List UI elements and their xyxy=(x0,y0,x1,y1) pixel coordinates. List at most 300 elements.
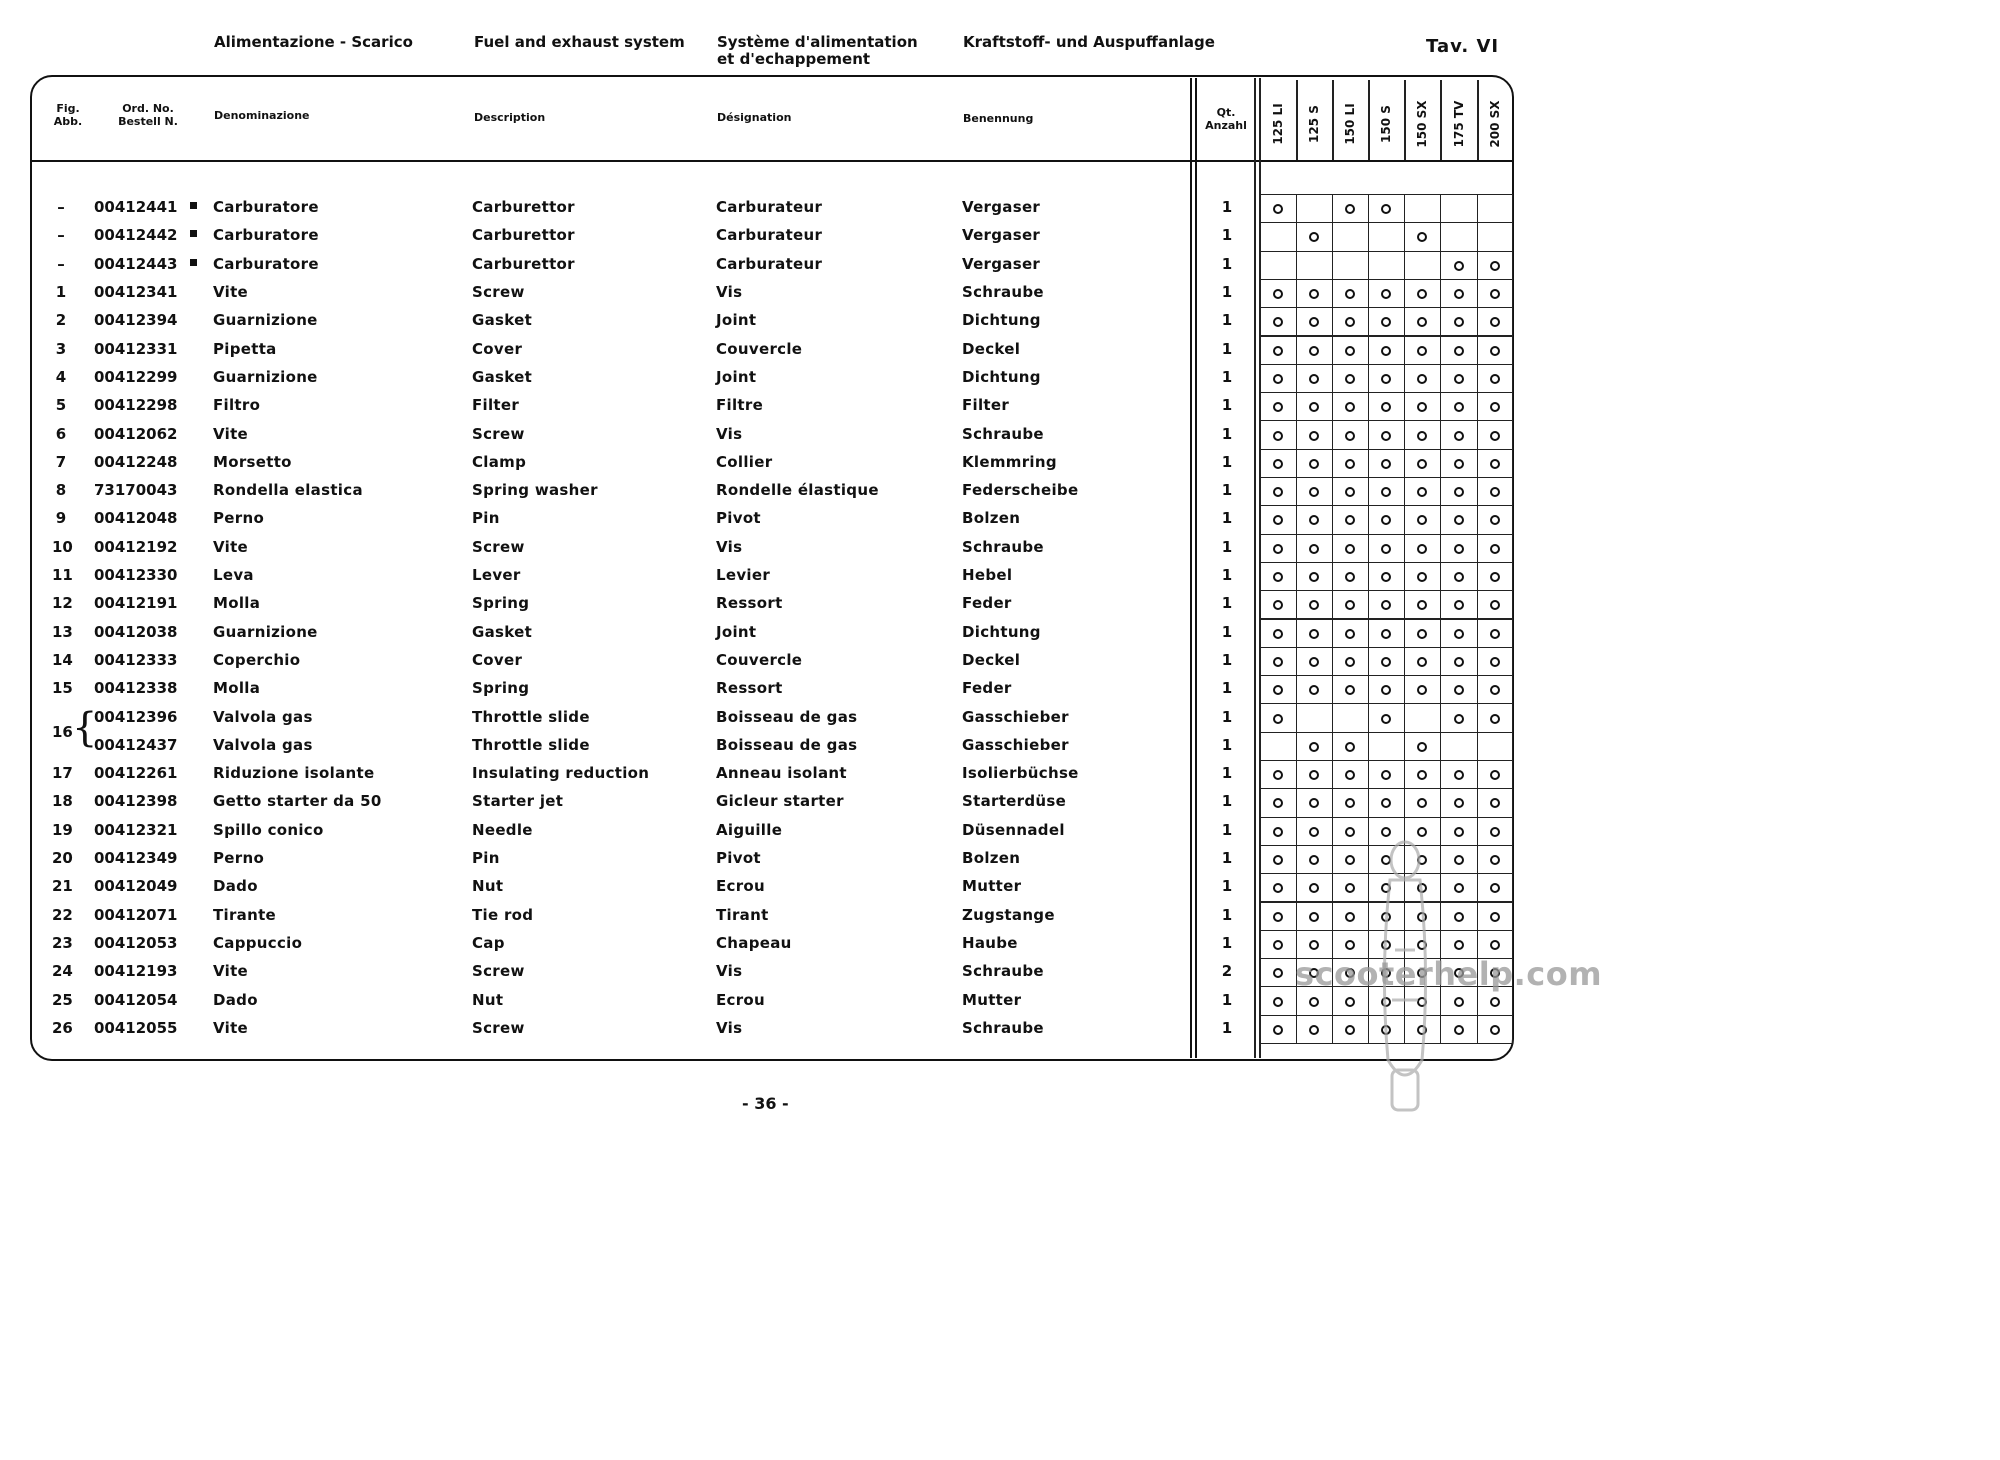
name-english: Cover xyxy=(472,650,523,669)
fitment-mark xyxy=(1273,657,1283,667)
quantity: 1 xyxy=(1221,283,1233,302)
fitment-mark xyxy=(1273,629,1283,639)
model-header-divider xyxy=(1332,80,1334,160)
name-french: Couvercle xyxy=(716,339,803,358)
fig-number: 4 xyxy=(55,367,67,386)
fitment-mark xyxy=(1417,657,1427,667)
fitment-mark xyxy=(1381,346,1391,356)
name-french: Rondelle élastique xyxy=(716,481,879,500)
new-part-marker xyxy=(190,202,197,209)
fitment-mark xyxy=(1490,544,1500,554)
fitment-mark xyxy=(1273,346,1283,356)
fitment-mark xyxy=(1417,374,1427,384)
fitment-mark xyxy=(1273,1025,1283,1035)
name-french: Boisseau de gas xyxy=(716,707,858,726)
name-english: Needle xyxy=(472,820,533,839)
fig-number: 16 xyxy=(52,722,73,741)
qty-divider-2 xyxy=(1195,78,1197,1058)
fig-number: 26 xyxy=(52,1018,73,1037)
name-english: Screw xyxy=(472,1018,525,1037)
model-header: 150 SX xyxy=(1415,100,1429,148)
name-italian: Guarnizione xyxy=(213,367,318,386)
name-french: Filtre xyxy=(716,396,764,415)
name-italian: Pipetta xyxy=(213,339,277,358)
quantity: 2 xyxy=(1221,962,1233,981)
fitment-cell xyxy=(1296,251,1333,280)
fitment-cell xyxy=(1477,194,1513,223)
name-french: Carburateur xyxy=(716,198,823,217)
quantity: 1 xyxy=(1221,707,1233,726)
fitment-cell xyxy=(1368,251,1405,280)
name-french: Boisseau de gas xyxy=(716,735,858,754)
quantity: 1 xyxy=(1221,226,1233,245)
name-english: Lever xyxy=(472,566,521,585)
fitment-mark xyxy=(1490,402,1500,412)
order-number: 00412048 xyxy=(94,509,178,528)
fitment-mark xyxy=(1490,827,1500,837)
order-number: 00412193 xyxy=(94,962,178,981)
name-italian: Vite xyxy=(213,962,249,981)
fitment-mark xyxy=(1345,940,1355,950)
name-english: Nut xyxy=(472,990,504,1009)
name-german: Schraube xyxy=(962,537,1044,556)
name-german: Gasschieber xyxy=(962,707,1069,726)
fitment-mark xyxy=(1454,431,1464,441)
name-german: Feder xyxy=(962,594,1012,613)
name-english: Pin xyxy=(472,509,500,528)
order-number: 00412398 xyxy=(94,792,178,811)
quantity: 1 xyxy=(1221,905,1233,924)
fitment-mark xyxy=(1454,515,1464,525)
quantity: 1 xyxy=(1221,509,1233,528)
fitment-mark xyxy=(1454,317,1464,327)
brace-symbol: { xyxy=(72,705,98,752)
name-french: Vis xyxy=(716,962,743,981)
title-french: Système d'alimentation et d'echappement xyxy=(717,33,918,68)
watermark-text: scooterhelp.com xyxy=(1295,955,1603,993)
fitment-mark xyxy=(1309,431,1319,441)
fitment-mark xyxy=(1345,912,1355,922)
fitment-cell xyxy=(1477,222,1513,251)
quantity: 1 xyxy=(1221,735,1233,754)
fitment-mark xyxy=(1417,629,1427,639)
order-number: 00412331 xyxy=(94,339,178,358)
fitment-mark xyxy=(1454,940,1464,950)
quantity: 1 xyxy=(1221,679,1233,698)
name-italian: Molla xyxy=(213,679,261,698)
name-german: Dichtung xyxy=(962,367,1041,386)
fitment-mark xyxy=(1309,346,1319,356)
name-german: Deckel xyxy=(962,650,1021,669)
quantity: 1 xyxy=(1221,537,1233,556)
fitment-cell xyxy=(1404,194,1441,223)
fitment-mark xyxy=(1490,714,1500,724)
fitment-mark xyxy=(1273,289,1283,299)
fig-number: 5 xyxy=(55,396,67,415)
fig-number: 20 xyxy=(52,849,73,868)
fitment-mark xyxy=(1454,629,1464,639)
fitment-mark xyxy=(1490,459,1500,469)
fitment-mark xyxy=(1417,289,1427,299)
fitment-mark xyxy=(1490,487,1500,497)
name-english: Filter xyxy=(472,396,520,415)
fig-number: 10 xyxy=(52,537,73,556)
fig-number: 8 xyxy=(55,481,67,500)
fitment-mark xyxy=(1454,657,1464,667)
name-german: Mutter xyxy=(962,877,1022,896)
model-header-divider xyxy=(1296,80,1298,160)
name-italian: Dado xyxy=(213,990,258,1009)
name-english: Carburettor xyxy=(472,198,575,217)
name-english: Gasket xyxy=(472,311,533,330)
fitment-cell xyxy=(1260,251,1297,280)
order-number: 00412333 xyxy=(94,650,178,669)
new-part-marker xyxy=(190,230,197,237)
name-french: Chapeau xyxy=(716,933,792,952)
fitment-mark xyxy=(1309,544,1319,554)
name-italian: Carburatore xyxy=(213,254,319,273)
title-english: Fuel and exhaust system xyxy=(474,33,685,51)
fitment-mark xyxy=(1381,459,1391,469)
model-header: 125 S xyxy=(1307,105,1321,143)
quantity: 1 xyxy=(1221,396,1233,415)
name-english: Screw xyxy=(472,283,525,302)
name-italian: Carburatore xyxy=(213,198,319,217)
fig-number: 18 xyxy=(52,792,73,811)
fitment-mark xyxy=(1345,742,1355,752)
fitment-mark xyxy=(1345,1025,1355,1035)
fitment-mark xyxy=(1381,657,1391,667)
fitment-mark xyxy=(1381,544,1391,554)
name-italian: Carburatore xyxy=(213,226,319,245)
order-number: 00412338 xyxy=(94,679,178,698)
name-english: Cap xyxy=(472,933,505,952)
order-number: 73170043 xyxy=(94,481,178,500)
fitment-mark xyxy=(1454,714,1464,724)
name-french: Carburateur xyxy=(716,226,823,245)
fitment-mark xyxy=(1454,770,1464,780)
name-german: Zugstange xyxy=(962,905,1055,924)
quantity: 1 xyxy=(1221,367,1233,386)
fitment-mark xyxy=(1490,629,1500,639)
name-italian: Vite xyxy=(213,424,249,443)
quantity: 1 xyxy=(1221,594,1233,613)
fitment-mark xyxy=(1454,374,1464,384)
fitment-cell xyxy=(1404,703,1441,732)
fig-number: 13 xyxy=(52,622,73,641)
fitment-cell xyxy=(1440,732,1478,761)
fitment-mark xyxy=(1381,629,1391,639)
fitment-mark xyxy=(1490,261,1500,271)
fitment-mark xyxy=(1454,487,1464,497)
quantity: 1 xyxy=(1221,792,1233,811)
fitment-mark xyxy=(1381,374,1391,384)
name-german: Starterdüse xyxy=(962,792,1067,811)
model-header-divider xyxy=(1477,80,1479,160)
fitment-mark xyxy=(1454,685,1464,695)
fitment-mark xyxy=(1490,572,1500,582)
fitment-mark xyxy=(1273,827,1283,837)
order-number: 00412396 xyxy=(94,707,178,726)
name-german: Hebel xyxy=(962,566,1013,585)
fitment-mark xyxy=(1309,912,1319,922)
name-french: Ecrou xyxy=(716,877,766,896)
fitment-mark xyxy=(1381,714,1391,724)
name-english: Pin xyxy=(472,849,500,868)
fig-number: 15 xyxy=(52,679,73,698)
quantity: 1 xyxy=(1221,933,1233,952)
order-number: 00412349 xyxy=(94,849,178,868)
name-english: Spring xyxy=(472,679,530,698)
fig-number: 17 xyxy=(52,764,73,783)
fitment-cell xyxy=(1296,703,1333,732)
fitment-mark xyxy=(1309,572,1319,582)
name-italian: Dado xyxy=(213,877,258,896)
name-italian: Vite xyxy=(213,537,249,556)
fitment-mark xyxy=(1345,827,1355,837)
fig-number: 19 xyxy=(52,820,73,839)
quantity: 1 xyxy=(1221,452,1233,471)
name-german: Haube xyxy=(962,933,1018,952)
col-fig: Fig. Abb. xyxy=(53,102,83,128)
name-german: Vergaser xyxy=(962,198,1041,217)
fitment-mark xyxy=(1490,346,1500,356)
name-italian: Valvola gas xyxy=(213,707,313,726)
fitment-mark xyxy=(1273,997,1283,1007)
fitment-mark xyxy=(1309,742,1319,752)
quantity: 1 xyxy=(1221,849,1233,868)
name-english: Screw xyxy=(472,424,525,443)
order-number: 00412053 xyxy=(94,933,178,952)
fitment-cell xyxy=(1296,194,1333,223)
name-german: Schraube xyxy=(962,962,1044,981)
name-italian: Guarnizione xyxy=(213,311,318,330)
name-english: Carburettor xyxy=(472,254,575,273)
fitment-mark xyxy=(1454,1025,1464,1035)
model-header: 125 LI xyxy=(1271,103,1285,145)
name-english: Spring xyxy=(472,594,530,613)
fitment-mark xyxy=(1381,572,1391,582)
quantity: 1 xyxy=(1221,566,1233,585)
fig-number: 11 xyxy=(52,566,73,585)
order-number: 00412054 xyxy=(94,990,178,1009)
name-italian: Morsetto xyxy=(213,452,292,471)
name-german: Bolzen xyxy=(962,849,1021,868)
name-german: Mutter xyxy=(962,990,1022,1009)
fitment-cell xyxy=(1260,732,1297,761)
order-number: 00412261 xyxy=(94,764,178,783)
name-english: Throttle slide xyxy=(472,735,590,754)
name-french: Tirant xyxy=(716,905,769,924)
fitment-mark xyxy=(1345,289,1355,299)
fitment-mark xyxy=(1490,515,1500,525)
order-number: 00412192 xyxy=(94,537,178,556)
fitment-mark xyxy=(1417,544,1427,554)
name-english: Tie rod xyxy=(472,905,534,924)
name-french: Collier xyxy=(716,452,773,471)
fitment-mark xyxy=(1490,770,1500,780)
fig-number: 25 xyxy=(52,990,73,1009)
model-header-divider xyxy=(1368,80,1370,160)
fitment-cell xyxy=(1332,222,1369,251)
fitment-mark xyxy=(1490,912,1500,922)
name-italian: Tirante xyxy=(213,905,277,924)
name-french: Ecrou xyxy=(716,990,766,1009)
name-german: Dichtung xyxy=(962,311,1041,330)
fitment-mark xyxy=(1490,600,1500,610)
name-german: Vergaser xyxy=(962,226,1041,245)
fitment-mark xyxy=(1454,261,1464,271)
fitment-mark xyxy=(1490,374,1500,384)
fitment-mark xyxy=(1345,657,1355,667)
name-french: Gicleur starter xyxy=(716,792,844,811)
fitment-mark xyxy=(1490,657,1500,667)
new-part-marker xyxy=(190,259,197,266)
name-english: Clamp xyxy=(472,452,527,471)
fitment-cell xyxy=(1440,194,1478,223)
name-italian: Vite xyxy=(213,283,249,302)
name-german: Deckel xyxy=(962,339,1021,358)
fitment-cell xyxy=(1368,222,1405,251)
fig-number: 9 xyxy=(55,509,67,528)
fig-number: – xyxy=(57,254,65,273)
name-german: Düsennadel xyxy=(962,820,1065,839)
quantity: 1 xyxy=(1221,198,1233,217)
qty-divider-1 xyxy=(1190,78,1192,1058)
fitment-cell xyxy=(1332,703,1369,732)
name-german: Vergaser xyxy=(962,254,1041,273)
quantity: 1 xyxy=(1221,820,1233,839)
name-italian: Guarnizione xyxy=(213,622,318,641)
name-italian: Vite xyxy=(213,1018,249,1037)
name-italian: Rondella elastica xyxy=(213,481,363,500)
fig-number: – xyxy=(57,226,65,245)
fitment-mark xyxy=(1454,997,1464,1007)
fig-number: 14 xyxy=(52,650,73,669)
title-german: Kraftstoff- und Auspuffanlage xyxy=(963,33,1215,51)
name-german: Gasschieber xyxy=(962,735,1069,754)
quantity: 1 xyxy=(1221,877,1233,896)
fitment-mark xyxy=(1309,855,1319,865)
model-header: 175 TV xyxy=(1451,100,1466,148)
name-german: Schraube xyxy=(962,283,1044,302)
model-header-divider xyxy=(1404,80,1406,160)
fitment-mark xyxy=(1454,855,1464,865)
name-italian: Cappuccio xyxy=(213,933,303,952)
fitment-cell xyxy=(1440,222,1478,251)
name-english: Nut xyxy=(472,877,504,896)
name-italian: Coperchio xyxy=(213,650,301,669)
col-english: Description xyxy=(474,111,546,124)
name-french: Ressort xyxy=(716,679,783,698)
name-german: Schraube xyxy=(962,424,1044,443)
quantity: 1 xyxy=(1221,424,1233,443)
name-german: Federscheibe xyxy=(962,481,1079,500)
fitment-mark xyxy=(1417,459,1427,469)
fitment-mark xyxy=(1309,629,1319,639)
name-french: Carburateur xyxy=(716,254,823,273)
fitment-mark xyxy=(1490,1025,1500,1035)
name-italian: Filtro xyxy=(213,396,261,415)
name-french: Joint xyxy=(716,622,757,641)
name-italian: Perno xyxy=(213,509,265,528)
order-number: 00412443 xyxy=(94,254,178,273)
order-number: 00412248 xyxy=(94,452,178,471)
fitment-mark xyxy=(1490,317,1500,327)
title-italian: Alimentazione - Scarico xyxy=(214,33,413,51)
name-french: Vis xyxy=(716,537,743,556)
order-number: 00412321 xyxy=(94,820,178,839)
fitment-mark xyxy=(1490,997,1500,1007)
model-header: 200 SX xyxy=(1487,100,1502,148)
quantity: 1 xyxy=(1221,254,1233,273)
fitment-mark xyxy=(1490,855,1500,865)
fig-number: 3 xyxy=(55,339,67,358)
fitment-mark xyxy=(1381,431,1391,441)
fitment-mark xyxy=(1345,544,1355,554)
name-english: Insulating reduction xyxy=(472,764,650,783)
name-french: Ressort xyxy=(716,594,783,613)
fitment-mark xyxy=(1454,459,1464,469)
fitment-mark xyxy=(1417,346,1427,356)
col-italian: Denominazione xyxy=(214,109,310,122)
fig-number: 22 xyxy=(52,905,73,924)
table-number: Tav. VI xyxy=(1426,36,1500,57)
name-english: Gasket xyxy=(472,622,533,641)
fitment-mark xyxy=(1454,883,1464,893)
fig-number: 7 xyxy=(55,452,67,471)
quantity: 1 xyxy=(1221,650,1233,669)
name-english: Cover xyxy=(472,339,523,358)
name-french: Anneau isolant xyxy=(716,764,847,783)
fig-number: 2 xyxy=(55,311,67,330)
fitment-mark xyxy=(1273,431,1283,441)
fitment-mark xyxy=(1454,600,1464,610)
fig-number: 21 xyxy=(52,877,73,896)
name-german: Filter xyxy=(962,396,1010,415)
fitment-mark xyxy=(1309,997,1319,1007)
fitment-mark xyxy=(1345,629,1355,639)
name-french: Levier xyxy=(716,566,771,585)
fitment-mark xyxy=(1490,685,1500,695)
fitment-mark xyxy=(1309,289,1319,299)
model-header-divider xyxy=(1440,80,1442,160)
fitment-cell xyxy=(1260,222,1297,251)
model-divider xyxy=(1254,78,1256,1058)
quantity: 1 xyxy=(1221,481,1233,500)
fig-number: – xyxy=(57,198,65,217)
name-german: Schraube xyxy=(962,1018,1044,1037)
fig-number: 1 xyxy=(55,283,67,302)
name-german: Feder xyxy=(962,679,1012,698)
quantity: 1 xyxy=(1221,990,1233,1009)
fitment-mark xyxy=(1490,940,1500,950)
name-french: Aiguille xyxy=(716,820,783,839)
col-order-no: Ord. No. Bestell N. xyxy=(118,102,178,128)
name-english: Carburettor xyxy=(472,226,575,245)
fitment-mark xyxy=(1273,572,1283,582)
order-number: 00412442 xyxy=(94,226,178,245)
fitment-mark xyxy=(1345,855,1355,865)
fitment-mark xyxy=(1273,374,1283,384)
fitment-cell xyxy=(1477,732,1513,761)
fitment-mark xyxy=(1454,346,1464,356)
fitment-mark xyxy=(1309,459,1319,469)
model-header: 150 LI xyxy=(1343,103,1357,145)
fitment-mark xyxy=(1273,940,1283,950)
fitment-mark xyxy=(1345,459,1355,469)
fig-number: 24 xyxy=(52,962,73,981)
